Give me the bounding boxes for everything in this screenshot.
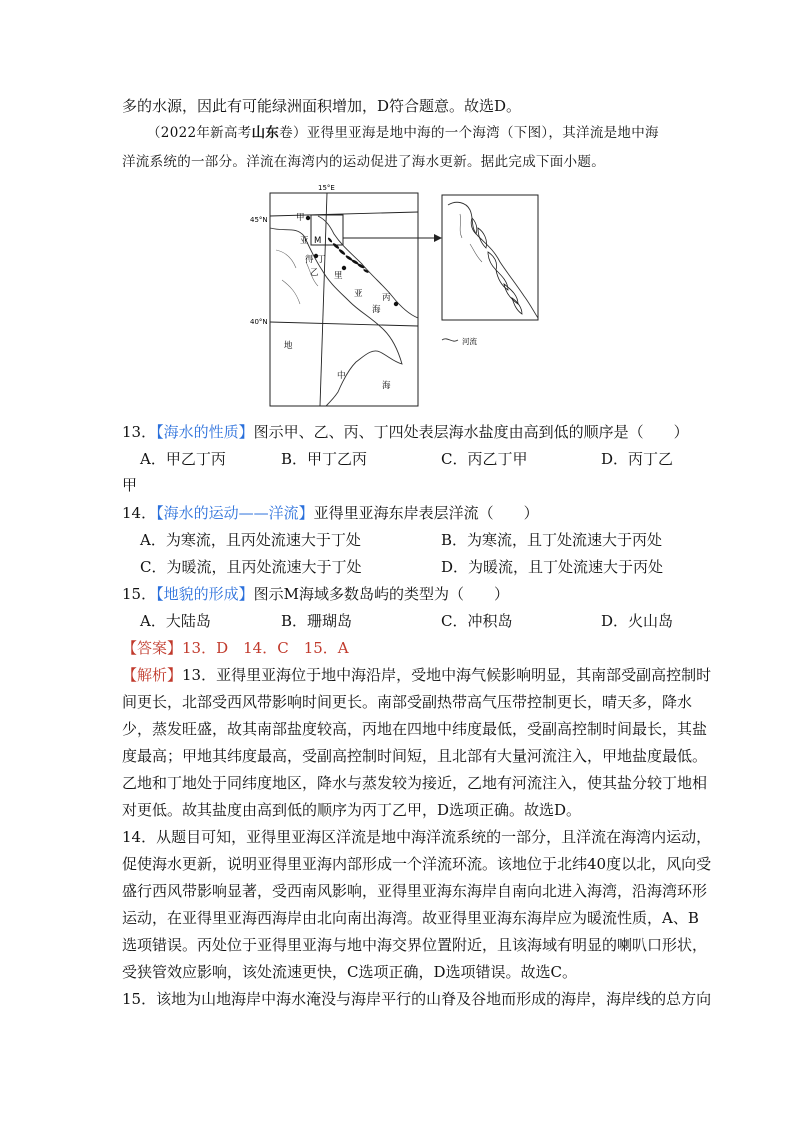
q13-option-d[interactable]: D．丙丁乙 <box>601 450 674 468</box>
q14-option-c[interactable]: C．为暖流，且丙处流速大于丁处 <box>140 558 362 576</box>
q15-option-d[interactable]: D．火山岛 <box>601 612 674 630</box>
label-di: 地 <box>284 341 293 351</box>
analysis-line-0 <box>122 664 711 686</box>
lat45-label: 45°N <box>250 216 268 224</box>
analysis-line-9: 运动，在亚得里亚海西海岸由北向南出海湾。故亚得里亚海东海岸应为暖流性质，A、B <box>122 909 699 927</box>
q14-option-b[interactable]: B．为寒流，且丁处流速大于丙处 <box>441 531 663 549</box>
analysis-line-2: 少，蒸发旺盛，故其南部盐度较高，丙地在四地中纬度最低，受副高控制时间最长，其盐 <box>122 720 708 738</box>
intro-line-2: 洋流系统的一部分。洋流在海湾内的运动促进了海水更新。据此完成下面小题。 <box>122 154 605 170</box>
analysis-line-8: 盛行西风带影响显著，受西南风影响，亚得里亚海东海岸自南向北进入海湾，沿海湾环形 <box>122 882 708 900</box>
analysis-line-3: 度最高；甲地其纬度最高，受副高控制时间短，且北部有大量河流注入，甲地盐度最低。 <box>122 747 708 765</box>
q15-option-b[interactable]: B．珊瑚岛 <box>281 612 353 630</box>
q15-number: 15． <box>122 585 157 603</box>
q13-number: 13． <box>122 423 157 441</box>
q15-option-a[interactable]: A．大陆岛 <box>140 612 211 630</box>
analysis-text-0: 13．亚得里亚海位于地中海沿岸，受地中海气候影响明显，其南部受副高控制时 <box>182 666 712 684</box>
analysis-line-12: 15．该地为山地海岸中海水淹没与海岸平行的山脊及谷地而形成的海岸，海岸线的总方向 <box>122 990 712 1008</box>
answer-line <box>122 637 349 659</box>
q14-number: 14． <box>122 504 157 522</box>
analysis-line-11: 受狭管效应影响，该处流速更快，C选项正确，D选项错误。故选C。 <box>122 963 577 981</box>
label-zhong: 中 <box>337 371 346 381</box>
q14-text: 亚得里亚海东岸表层洋流（ ） <box>313 504 539 522</box>
q15-stem <box>122 583 509 605</box>
label-bing: 丙 <box>382 293 391 303</box>
label-li: 里 <box>334 271 343 281</box>
label-ya2: 亚 <box>354 289 363 299</box>
q13-option-c[interactable]: C．丙乙丁甲 <box>441 450 528 468</box>
q14-tag: 【海水的运动——洋流】 <box>156 504 314 522</box>
analysis-line-5: 对更低。故其盐度由高到低的顺序为丙丁乙甲，D选项正确。故选D。 <box>122 801 582 819</box>
q13-stem <box>122 421 689 443</box>
analysis-line-6: 14．从题目可知，亚得里亚海区洋流是地中海洋流系统的一部分，且洋流在海湾内运动， <box>122 828 712 846</box>
top-line: 多的水源，因此有可能绿洲面积增加，D符合题意。故选D。 <box>122 97 522 115</box>
adriatic-map <box>0 0 794 420</box>
q15-option-c[interactable]: C．冲积岛 <box>441 612 513 630</box>
q13-tag: 【海水的性质】 <box>156 423 254 441</box>
analysis-line-7: 促使海水更新，说明亚得里亚海内部形成一个洋流环流。该地位于北纬40度以北，风向受 <box>122 855 712 873</box>
q14-option-d[interactable]: D．为暖流，且丁处流速大于丙处 <box>441 558 664 576</box>
q13-text: 图示甲、乙、丙、丁四处表层海水盐度由高到低的顺序是（ ） <box>253 423 689 441</box>
analysis-line-1: 间更长，北部受西风带影响时间更长。南部受副热带高气压带控制更长，晴天多，降水 <box>122 693 693 711</box>
lat40-label: 40°N <box>250 318 268 326</box>
label-ding: 丁 <box>317 255 326 265</box>
lon-label: 15°E <box>318 184 335 192</box>
q14-option-a[interactable]: A．为寒流，且丙处流速大于丁处 <box>140 531 361 549</box>
analysis-line-10: 选项错误。丙处位于亚得里亚海与地中海交界位置附近，且该海域有明显的喇叭口形状， <box>122 936 708 954</box>
intro-line1-rest: 亚得里亚海是地中海的一个海湾（下图），其洋流是地中海 <box>306 125 659 141</box>
legend-river-label: 河流 <box>462 337 477 346</box>
answer-text: 13．D 14．C 15．A <box>182 639 349 657</box>
intro-source-highlight: 山东 <box>251 125 280 141</box>
q14-stem <box>122 502 539 524</box>
label-hai2: 海 <box>382 381 391 391</box>
label-hai1: 海 <box>372 305 381 315</box>
analysis-tag: 【解析】 <box>122 666 183 684</box>
q13-option-a[interactable]: A．甲乙丁丙 <box>140 450 226 468</box>
label-jia: 甲 <box>296 213 305 223</box>
label-yi: 乙 <box>310 268 319 278</box>
q13-option-d-wrap: 甲 <box>122 476 138 494</box>
label-de: 得 <box>305 255 314 265</box>
answer-tag: 【答案】 <box>122 639 183 657</box>
intro-source-suffix: 卷） <box>279 125 307 141</box>
analysis-line-4: 乙地和丁地处于同纬度地区，降水与蒸发较为接近，乙地有河流注入，使其盐分较丁地相 <box>122 774 708 792</box>
label-ya1: 亚 <box>300 236 309 246</box>
intro-source-prefix: （2022年新高考 <box>147 125 252 141</box>
label-m: M <box>314 236 322 246</box>
q15-text: 图示M海域多数岛屿的类型为（ ） <box>253 585 509 603</box>
q15-tag: 【地貌的形成】 <box>156 585 254 603</box>
q13-option-b[interactable]: B．甲丁乙丙 <box>281 450 368 468</box>
